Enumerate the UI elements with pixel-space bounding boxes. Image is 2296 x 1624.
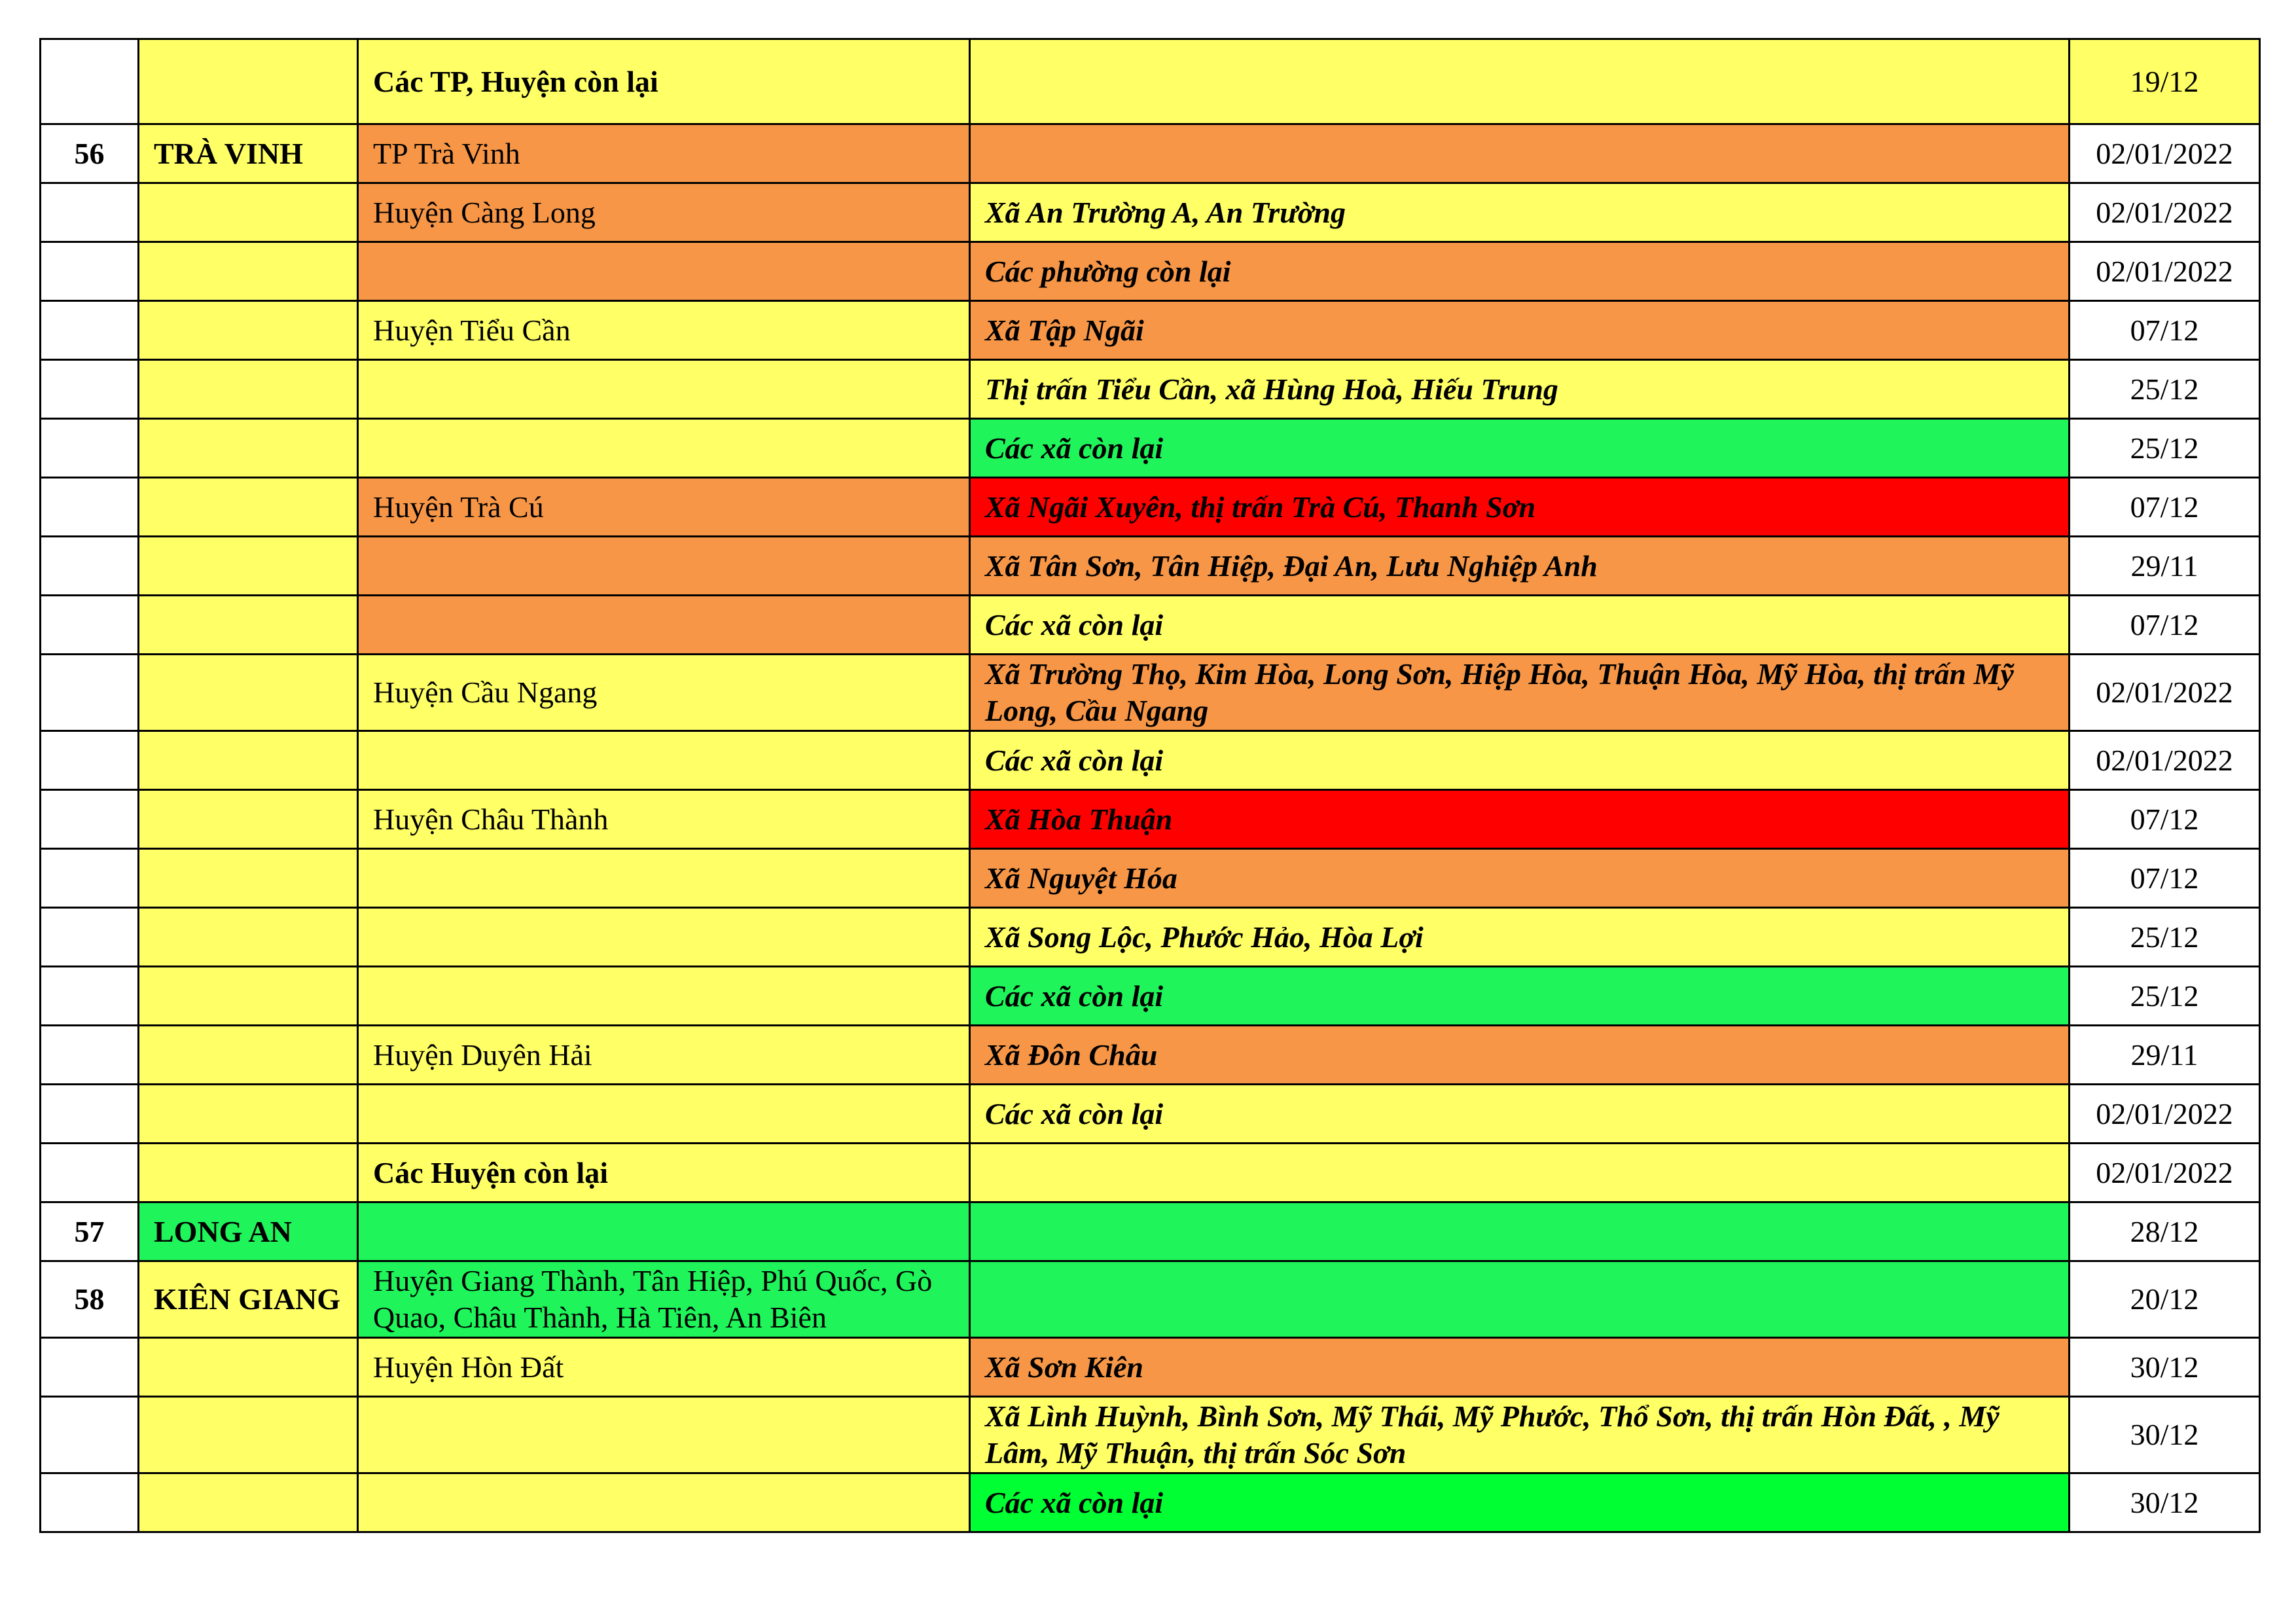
cell-stt bbox=[41, 478, 139, 537]
table-row bbox=[41, 1261, 2260, 1338]
cell-date: 28/12 bbox=[2070, 1202, 2260, 1261]
cell-stt bbox=[41, 242, 139, 301]
table-row bbox=[41, 967, 2260, 1026]
cell-date: 07/12 bbox=[2070, 301, 2260, 360]
cell-district bbox=[358, 849, 970, 908]
cell-district: Huyện Trà Cú bbox=[358, 478, 970, 537]
cell-district bbox=[358, 1085, 970, 1144]
table-body bbox=[41, 39, 2260, 1532]
cell-district bbox=[358, 596, 970, 655]
cell-date: 02/01/2022 bbox=[2070, 655, 2260, 731]
cell-district bbox=[358, 731, 970, 790]
cell-stt bbox=[41, 537, 139, 596]
cell-stt bbox=[41, 908, 139, 967]
cell-stt bbox=[41, 655, 139, 731]
table-row bbox=[41, 301, 2260, 360]
cell-date: 07/12 bbox=[2070, 790, 2260, 849]
table-row bbox=[41, 242, 2260, 301]
cell-province bbox=[139, 1144, 358, 1202]
cell-district bbox=[358, 908, 970, 967]
cell-district: Huyện Châu Thành bbox=[358, 790, 970, 849]
table-row bbox=[41, 849, 2260, 908]
cell-stt bbox=[41, 731, 139, 790]
table-row bbox=[41, 183, 2260, 242]
cell-stt bbox=[41, 360, 139, 419]
cell-date: 02/01/2022 bbox=[2070, 1085, 2260, 1144]
cell-date: 07/12 bbox=[2070, 849, 2260, 908]
cell-province bbox=[139, 731, 358, 790]
cell-district: Huyện Càng Long bbox=[358, 183, 970, 242]
table-row bbox=[41, 1473, 2260, 1532]
cell-province bbox=[139, 478, 358, 537]
cell-commune: Các xã còn lại bbox=[970, 967, 2070, 1026]
cell-province bbox=[139, 790, 358, 849]
table-row bbox=[41, 419, 2260, 478]
table-row bbox=[41, 731, 2260, 790]
cell-province: KIÊN GIANG bbox=[139, 1261, 358, 1338]
cell-province bbox=[139, 419, 358, 478]
cell-stt: 57 bbox=[41, 1202, 139, 1261]
cell-stt bbox=[41, 301, 139, 360]
cell-province bbox=[139, 1473, 358, 1532]
table-row bbox=[41, 1202, 2260, 1261]
cell-province bbox=[139, 967, 358, 1026]
cell-district: TP Trà Vinh bbox=[358, 124, 970, 183]
cell-district: Huyện Tiểu Cần bbox=[358, 301, 970, 360]
cell-date: 07/12 bbox=[2070, 478, 2260, 537]
cell-district: Huyện Duyên Hải bbox=[358, 1026, 970, 1085]
cell-commune: Xã Sơn Kiên bbox=[970, 1338, 2070, 1397]
cell-stt bbox=[41, 183, 139, 242]
cell-commune: Các xã còn lại bbox=[970, 1473, 2070, 1532]
cell-province bbox=[139, 596, 358, 655]
cell-province bbox=[139, 1026, 358, 1085]
cell-date: 30/12 bbox=[2070, 1338, 2260, 1397]
cell-province bbox=[139, 1338, 358, 1397]
table-row bbox=[41, 478, 2260, 537]
table-row bbox=[41, 39, 2260, 124]
cell-date: 30/12 bbox=[2070, 1397, 2260, 1473]
cell-district bbox=[358, 360, 970, 419]
table-row bbox=[41, 537, 2260, 596]
table-row bbox=[41, 790, 2260, 849]
cell-commune bbox=[970, 1144, 2070, 1202]
cell-district bbox=[358, 1473, 970, 1532]
cell-date: 25/12 bbox=[2070, 419, 2260, 478]
cell-date: 02/01/2022 bbox=[2070, 1144, 2260, 1202]
cell-date: 07/12 bbox=[2070, 596, 2260, 655]
cell-stt bbox=[41, 1473, 139, 1532]
cell-commune: Các phường còn lại bbox=[970, 242, 2070, 301]
cell-commune: Xã An Trường A, An Trường bbox=[970, 183, 2070, 242]
cell-province: LONG AN bbox=[139, 1202, 358, 1261]
cell-district: Các Huyện còn lại bbox=[358, 1144, 970, 1202]
cell-stt bbox=[41, 1026, 139, 1085]
cell-commune: Xã Trường Thọ, Kim Hòa, Long Sơn, Hiệp Hòa, Thuận Hòa, Mỹ Hòa, thị trấn Mỹ Long, Cầu Ngang bbox=[970, 655, 2070, 731]
cell-province bbox=[139, 537, 358, 596]
table-row bbox=[41, 596, 2260, 655]
cell-commune bbox=[970, 39, 2070, 124]
cell-stt bbox=[41, 1085, 139, 1144]
cell-date: 02/01/2022 bbox=[2070, 124, 2260, 183]
cell-date: 19/12 bbox=[2070, 39, 2260, 124]
cell-stt bbox=[41, 1338, 139, 1397]
cell-stt bbox=[41, 419, 139, 478]
cell-date: 29/11 bbox=[2070, 1026, 2260, 1085]
cell-district: Huyện Giang Thành, Tân Hiệp, Phú Quốc, Gò Quao, Châu Thành, Hà Tiên, An Biên bbox=[358, 1261, 970, 1338]
zoning-table bbox=[39, 38, 2261, 1533]
cell-district bbox=[358, 419, 970, 478]
cell-stt: 56 bbox=[41, 124, 139, 183]
cell-province bbox=[139, 183, 358, 242]
cell-stt bbox=[41, 596, 139, 655]
cell-commune: Các xã còn lại bbox=[970, 596, 2070, 655]
cell-stt bbox=[41, 790, 139, 849]
cell-commune: Các xã còn lại bbox=[970, 1085, 2070, 1144]
cell-stt bbox=[41, 39, 139, 124]
cell-date: 02/01/2022 bbox=[2070, 731, 2260, 790]
cell-date: 29/11 bbox=[2070, 537, 2260, 596]
cell-commune: Xã Tập Ngãi bbox=[970, 301, 2070, 360]
table-row bbox=[41, 655, 2260, 731]
cell-date: 20/12 bbox=[2070, 1261, 2260, 1338]
table-row bbox=[41, 1144, 2260, 1202]
table-row bbox=[41, 360, 2260, 419]
cell-commune bbox=[970, 1261, 2070, 1338]
cell-commune: Xã Tân Sơn, Tân Hiệp, Đại An, Lưu Nghiệp Anh bbox=[970, 537, 2070, 596]
cell-district bbox=[358, 967, 970, 1026]
cell-date: 02/01/2022 bbox=[2070, 183, 2260, 242]
cell-province: TRÀ VINH bbox=[139, 124, 358, 183]
cell-commune: Xã Nguyệt Hóa bbox=[970, 849, 2070, 908]
cell-district: Huyện Cầu Ngang bbox=[358, 655, 970, 731]
cell-province bbox=[139, 39, 358, 124]
cell-commune: Xã Lình Huỳnh, Bình Sơn, Mỹ Thái, Mỹ Phước, Thổ Sơn, thị trấn Hòn Đất, , Mỹ Lâm, Mỹ Thuận, thị trấn Sóc Sơn bbox=[970, 1397, 2070, 1473]
cell-date: 30/12 bbox=[2070, 1473, 2260, 1532]
cell-district: Các TP, Huyện còn lại bbox=[358, 39, 970, 124]
cell-province bbox=[139, 655, 358, 731]
cell-stt bbox=[41, 1397, 139, 1473]
cell-district bbox=[358, 537, 970, 596]
cell-province bbox=[139, 360, 358, 419]
cell-stt bbox=[41, 849, 139, 908]
table-row bbox=[41, 1397, 2260, 1473]
cell-stt bbox=[41, 967, 139, 1026]
cell-province bbox=[139, 849, 358, 908]
cell-province bbox=[139, 908, 358, 967]
cell-date: 25/12 bbox=[2070, 360, 2260, 419]
cell-province bbox=[139, 301, 358, 360]
cell-commune: Các xã còn lại bbox=[970, 419, 2070, 478]
cell-commune: Xã Song Lộc, Phước Hảo, Hòa Lợi bbox=[970, 908, 2070, 967]
cell-date: 25/12 bbox=[2070, 967, 2260, 1026]
table-row bbox=[41, 124, 2260, 183]
cell-date: 02/01/2022 bbox=[2070, 242, 2260, 301]
cell-stt: 58 bbox=[41, 1261, 139, 1338]
cell-commune bbox=[970, 124, 2070, 183]
cell-stt bbox=[41, 1144, 139, 1202]
cell-province bbox=[139, 242, 358, 301]
cell-province bbox=[139, 1085, 358, 1144]
cell-commune bbox=[970, 1202, 2070, 1261]
cell-commune: Xã Hòa Thuận bbox=[970, 790, 2070, 849]
cell-district: Huyện Hòn Đất bbox=[358, 1338, 970, 1397]
cell-district bbox=[358, 242, 970, 301]
cell-district bbox=[358, 1202, 970, 1261]
cell-commune: Xã Đôn Châu bbox=[970, 1026, 2070, 1085]
cell-district bbox=[358, 1397, 970, 1473]
table-row bbox=[41, 1026, 2260, 1085]
cell-province bbox=[139, 1397, 358, 1473]
cell-commune: Các xã còn lại bbox=[970, 731, 2070, 790]
table-row bbox=[41, 1085, 2260, 1144]
cell-date: 25/12 bbox=[2070, 908, 2260, 967]
table-row bbox=[41, 908, 2260, 967]
table-row bbox=[41, 1338, 2260, 1397]
cell-commune: Xã Ngãi Xuyên, thị trấn Trà Cú, Thanh Sơn bbox=[970, 478, 2070, 537]
cell-commune: Thị trấn Tiểu Cần, xã Hùng Hoà, Hiếu Trung bbox=[970, 360, 2070, 419]
